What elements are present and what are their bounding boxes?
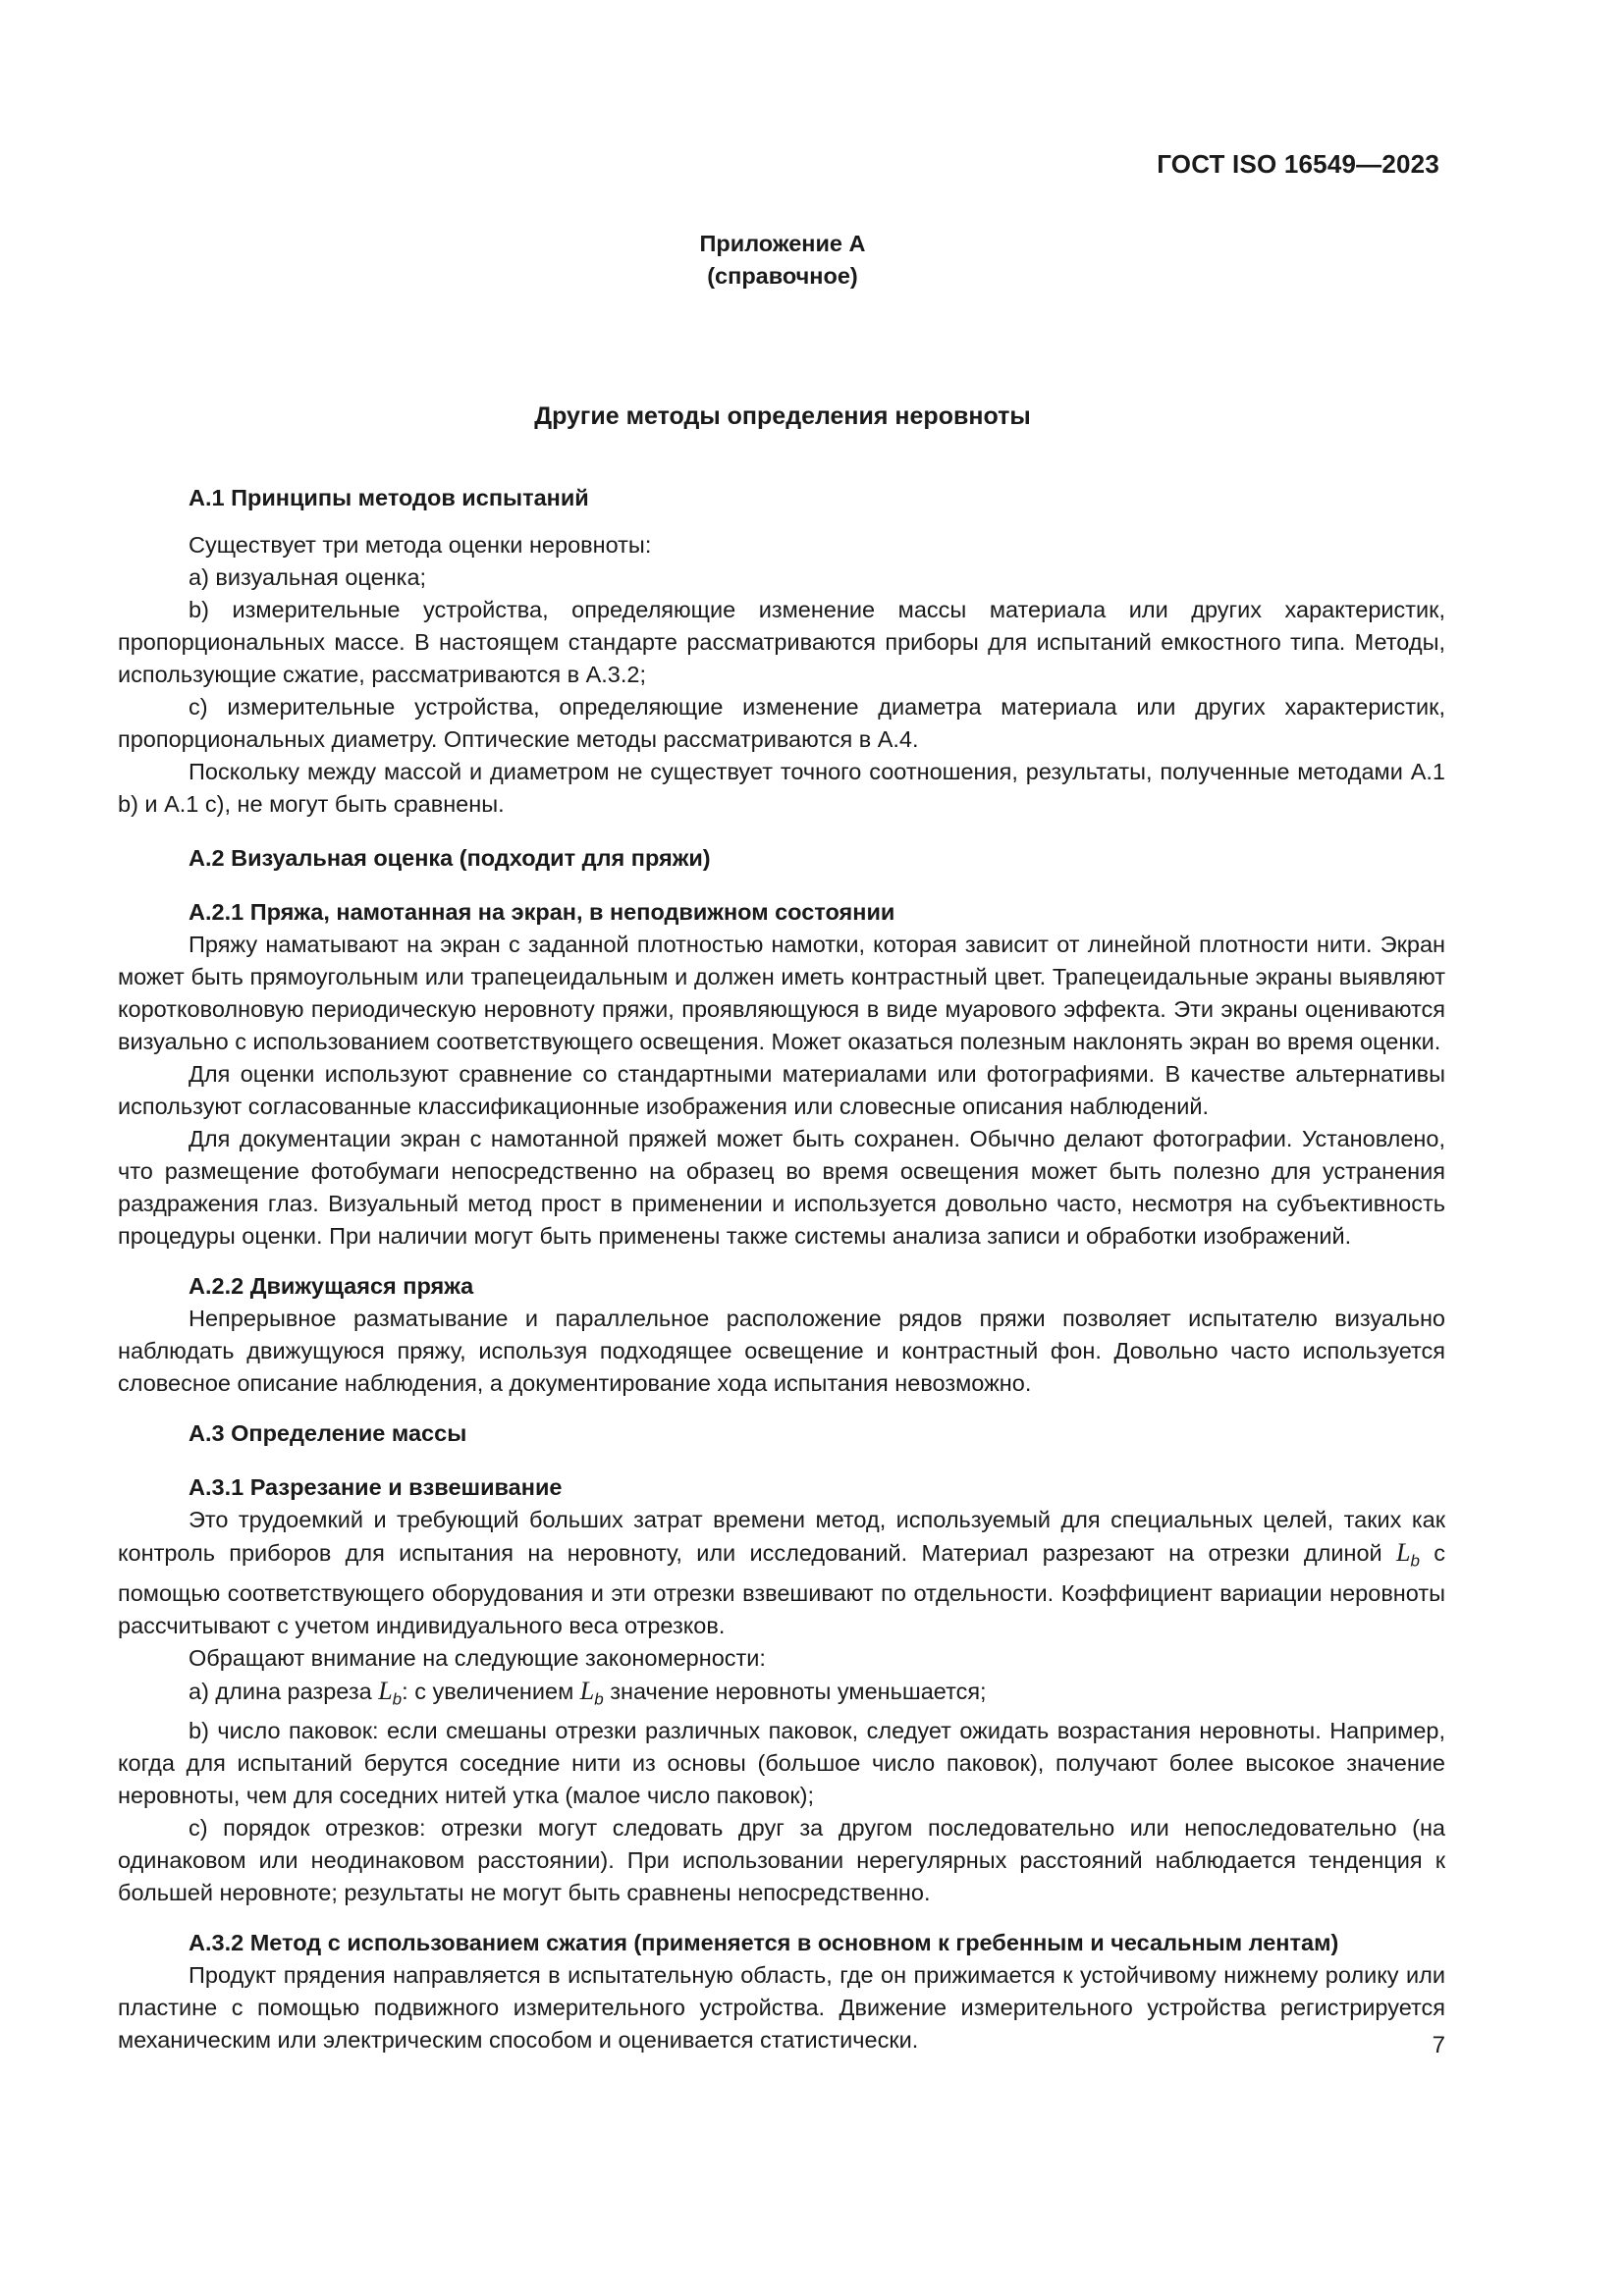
section-a1-heading: А.1 Принципы методов испытаний [189, 485, 589, 510]
list-item: а) визуальная оценка; [189, 564, 427, 590]
paragraph: Пряжу наматывают на экран с заданной плотностью намотки, которая зависит от линейной плотности нити. Экран может быть прямоугольным или трапецеидальным и должен иметь контрастный цвет. Трапецеидальные экраны выявляют коротковолновую периодическую неровноту пряжи, проявляющуюся в виде муарового эффекта. Эти экраны оцениваются визуально с использованием соответствующего освещения. Может оказаться полезным наклонять экран во время оценки. [118, 932, 1445, 1054]
document-body [118, 482, 1445, 2056]
section-a32-heading: А.3.2 Метод с использованием сжатия (применяется в основном к гребенным и чесальным лентам) [189, 1930, 1339, 1956]
paragraph: Обращают внимание на следующие закономерности: [189, 1644, 766, 1671]
paragraph: Для оценки используют сравнение со стандартными материалами или фотографиями. В качестве альтернативы используют согласованные классификационные изображения или словесные описания наблюдений. [118, 1061, 1445, 1119]
paragraph: Для документации экран с намотанной пряжей может быть сохранен. Обычно делают фотографии. Установлено, что размещение фотобумаги непосредственно на образец во время освещения может быть полезно для устранения раздражения глаз. Визуальный метод прост в применении и используется довольно часто, несмотря на субъективность процедуры оценки. При наличии могут быть применены также системы анализа записи и обработки изображений. [118, 1126, 1445, 1249]
section-a21-heading: А.2.1 Пряжа, намотанная на экран, в неподвижном состоянии [189, 899, 895, 925]
list-item: b) измерительные устройства, определяющие изменение массы материала или других характеристик, пропорциональных массе. В настоящем стандарте рассматриваются приборы для испытаний емкостного типа. Методы, использующие сжатие, рассматриваются в А.3.2; [118, 597, 1445, 687]
paragraph: Существует три метода оценки неровноты: [189, 532, 652, 558]
list-item: c) измерительные устройства, определяющие изменение диаметра материала или других характеристик, пропорциональных диаметру. Оптические методы рассматриваются в А.4. [118, 694, 1445, 752]
page-title: Другие методы определения неровноты [534, 402, 1031, 430]
paragraph: Непрерывное разматывание и параллельное расположение рядов пряжи позволяет испытателю визуально наблюдать движущуюся пряжу, используя подходящее освещение и контрастный фон. Довольно часто используется словесное описание наблюдения, а документирование хода испытания невозможно. [118, 1306, 1445, 1396]
list-item: а) длина разреза $L_b$: с увеличением $L_b$ значение неровноты уменьшается; [189, 1676, 987, 1709]
paragraph: Это трудоемкий и требующий больших затрат времени метод, используемый для специальных целей, таких как контроль приборов для испытания на неровноту, или исследований. Материал разрезают на отрезки длиной $L_b$ с помощью соответствующего оборудования и эти отрезки взвешивают по отдельности. Коэффициент вариации неровноты рассчитывают с учетом индивидуального веса отрезков. [118, 1507, 1445, 1638]
list-item: b) число паковок: если смешаны отрезки различных паковок, следует ожидать возрастания неровноты. Например, когда для испытаний берутся соседние нити из основы (большое число паковок), получают более высокое значение неровноты, чем для соседних нитей утка (малое число паковок); [118, 1718, 1445, 1809]
list-item: c) порядок отрезков: отрезки могут следовать друг за другом последовательно или непоследовательно (на одинаковом или неодинаковом расстоянии). При использовании нерегулярных расстояний наблюдается тенденция к большей неровноте; результаты не могут быть сравнены непосредственно. [118, 1815, 1445, 1906]
page-number: 7 [1432, 2032, 1445, 2058]
paragraph: Поскольку между массой и диаметром не существует точного соотношения, результаты, полученные методами А.1 b) и А.1 c), не могут быть сравнены. [118, 759, 1445, 817]
section-a31-heading: А.3.1 Разрезание и взвешивание [189, 1474, 563, 1500]
section-a22-heading: А.2.2 Движущаяся пряжа [189, 1273, 474, 1299]
paragraph: Продукт прядения направляется в испытательную область, где он прижимается к устойчивому нижнему ролику или пластине с помощью подвижного измерительного устройства. Движение измерительного устройства регистрируется механическим или электрическим способом и оценивается статистически. [118, 1962, 1445, 2054]
section-a2-heading: А.2 Визуальная оценка (подходит для пряжи) [189, 845, 711, 871]
annex-subtitle: (справочное) [707, 263, 858, 289]
section-a3-heading: А.3 Определение массы [189, 1420, 467, 1446]
annex-title: Приложение А [699, 231, 866, 256]
document-header: ГОСТ ISO 16549—2023 [1157, 149, 1439, 179]
annex-heading [0, 228, 1565, 293]
